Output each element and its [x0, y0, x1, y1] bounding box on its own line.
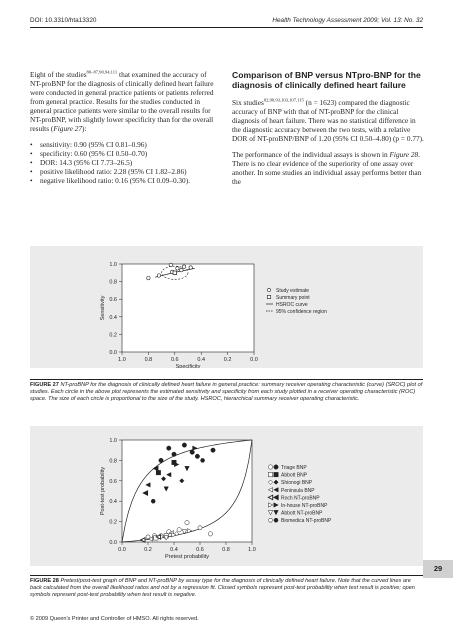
legend-closed-icon — [274, 518, 278, 522]
y-tick-label: 1.0 — [109, 438, 117, 444]
y-tick-label: 0.4 — [109, 499, 117, 506]
study-estimate-point — [147, 276, 150, 279]
figure-27-label: FIGURE 27 — [30, 382, 59, 388]
data-point-closed — [172, 452, 176, 456]
legend-closed-icon — [274, 465, 278, 469]
data-point-closed — [211, 448, 215, 452]
journal-text: Health Technology Assessment 2009; Vol. 13: No. 32 — [272, 17, 423, 24]
data-point-closed — [182, 443, 186, 447]
x-tick-label: 0.8 — [222, 547, 230, 553]
y-tick-label: 0.6 — [109, 297, 117, 304]
x-tick-label: 0.4 — [197, 357, 206, 363]
list-item: • positive likelihood ratio: 2.28 (95% CI 1.82–2.86) — [30, 167, 216, 176]
study-estimate-point — [176, 267, 179, 270]
legend-label: HSROC curve — [276, 302, 308, 308]
y-tick-label: 0.2 — [109, 332, 117, 339]
data-point-open — [198, 526, 202, 530]
y-axis-label: Post-test probability — [100, 466, 106, 516]
header-rule — [30, 27, 423, 28]
study-estimate-point — [157, 274, 160, 277]
results-list — [30, 140, 216, 185]
copyright-footer: © 2009 Queen's Printer and Controller of HMSO. All rights reserved. — [30, 616, 199, 622]
legend-label: 95% confidence region — [276, 309, 327, 315]
figure-28-chart — [30, 426, 423, 566]
data-point-closed — [200, 458, 204, 462]
figure-28-label: FIGURE 28 — [30, 578, 59, 584]
plot-area — [122, 440, 252, 542]
x-tick-label: 0.0 — [118, 547, 126, 553]
y-tick-label: 0.2 — [109, 519, 117, 526]
figure-28-panel — [30, 426, 423, 566]
list-item: • sensitivity: 0.90 (95% CI 0.81–0.96) — [30, 140, 216, 149]
data-point-closed — [159, 458, 163, 462]
x-tick-label: 0.4 — [170, 547, 178, 553]
study-estimate-point — [180, 268, 183, 271]
plot-area — [122, 264, 254, 352]
y-tick-label: 0.8 — [109, 458, 117, 465]
legend-closed-icon — [274, 503, 278, 507]
section-title: Comparison of BNP versus NTpro-BNP for the diagnosis of clinically defined heart failure — [232, 70, 421, 90]
data-point-closed — [190, 450, 194, 454]
list-item: • DOR: 14.3 (95% CI 7.73–26.5) — [30, 158, 216, 167]
right-column — [232, 70, 424, 193]
legend-open-icon — [268, 488, 272, 492]
legend-open-icon — [268, 503, 272, 507]
x-tick-label: 0.6 — [170, 357, 179, 363]
running-header — [0, 0, 453, 40]
legend-closed-icon — [274, 488, 278, 492]
x-tick-label: 0.2 — [144, 547, 152, 553]
left-column — [30, 70, 216, 185]
figure-27-rule — [30, 379, 423, 380]
list-item: • negative likelihood ratio: 0.16 (95% CI 0.09–0.30). — [30, 176, 216, 185]
legend-closed-icon — [274, 472, 278, 476]
legend-open-icon — [268, 480, 272, 484]
comparison-paragraph: Six studies$^{82,90,93,103,107,115}$ (n = 1623) compared the diagnostic accuracy of BNP with that of NT-proBNP for the clinical diagnosis of heart failure. There was no statistical difference in the diagnostic accuracy between the two tests, with a relative DOR of NT-proBNP/BNP of 1.20 (95% CI 0.50–4.80) (p = 0.77). — [232, 97, 424, 143]
study-estimate-point — [189, 266, 192, 269]
x-tick-label: 1.0 — [118, 357, 126, 363]
figure-28-ref[interactable]: Figure 28 — [389, 150, 419, 159]
study-estimate-point — [169, 263, 172, 266]
data-point-open — [208, 532, 212, 536]
figure-27-panel — [30, 246, 423, 368]
legend-label: Peninsula BNP — [281, 487, 315, 494]
y-tick-label: 0.0 — [109, 350, 117, 356]
x-tick-label: 0.8 — [144, 357, 153, 363]
legend-open-icon — [268, 495, 272, 499]
x-tick-label: 0.6 — [196, 547, 204, 553]
figure-27-ref[interactable]: Figure 27 — [53, 124, 83, 133]
legend-closed-icon — [274, 510, 278, 514]
intro-paragraph: Eight of the studies$^{80-87,90,94,111}$ that examined the accuracy of NT-proBNP for the diagnosis of clinically defined heart failure were conducted in general practice patients or patients referred from general practice. Results for the studies conducted in general practice patients were similar to the overall results for NT-proBNP, with slightly lower specificity than for the overall results (Figure 27): — [30, 69, 214, 133]
page-number: 29 — [423, 560, 453, 578]
x-axis-label: Pretest probability — [164, 554, 210, 560]
legend-closed-icon — [274, 480, 278, 484]
legend-label: Abbott NT-proBNP — [281, 510, 323, 517]
legend-label: Biomedica NT-proBNP — [281, 518, 332, 525]
x-tick-label: 0.0 — [250, 357, 258, 363]
performance-paragraph: The performance of the individual assays is shown in Figure 28. There is no clear evidence of the superiority of one assay over another. In some studies an individual assay performs better than the — [232, 150, 422, 186]
data-point-closed — [195, 454, 199, 458]
y-axis-label: Sensitivity — [100, 295, 106, 321]
legend-open-icon — [268, 518, 272, 522]
legend-open-icon — [268, 472, 272, 476]
legend-label: Study estimate — [276, 288, 310, 294]
y-tick-label: 0.8 — [109, 279, 117, 286]
legend-label: Triage BNP — [281, 465, 307, 471]
data-point-closed — [151, 499, 155, 503]
legend-open-icon — [268, 465, 272, 469]
data-point-closed — [167, 446, 171, 450]
y-tick-label: 1.0 — [109, 262, 117, 268]
list-item: • specificity: 0.60 (95% CI 0.50–0.70) — [30, 149, 216, 158]
figure-28-caption: FIGURE 28 Pretest/post-test graph of BNP and NT-proBNP by assay type for the diagnosis of clinically defined heart failure. Note that the curved lines are back calculated from the overall likelihood ratios and not by a regression fit. Closed symbols represent post-test probability when test result is positive; open symbols represent post-test probability when test result is negative. — [30, 578, 415, 598]
legend-label: In-house NT-proBNP — [281, 503, 328, 509]
doi-text: DOI: 10.3310/hta13320 — [30, 17, 97, 24]
figure-28-rule — [30, 575, 423, 576]
figure-27-chart — [30, 246, 423, 368]
legend-label: Shionogi BNP — [281, 480, 313, 487]
x-tick-label: 0.2 — [223, 357, 232, 363]
legend-study-icon — [267, 288, 270, 291]
y-tick-label: 0.4 — [109, 314, 117, 321]
summary-point — [173, 271, 177, 275]
legend-label: Abbott BNP — [281, 472, 308, 479]
legend-label: Summary point — [276, 295, 310, 301]
legend-label: Roch NT-proBNP — [281, 495, 320, 502]
figure-27-caption: FIGURE 27 NT-proBNP for the diagnosis of clinically defined heart failure in general practice: summary receiver operating characteristic (curve) (SROC) plot of studies. Each circle in the above plot represents the estimated sensitivity and specificity from each study plotted in a receiver operating characteristic (ROC) space. The size of each circle is proportional to the size of the study. HSROC, hierarchical summary receiver operating characteristic. — [30, 382, 423, 402]
data-point-open — [177, 528, 181, 532]
data-point-open — [185, 520, 189, 524]
y-tick-label: 0.0 — [109, 540, 117, 546]
citation-refs: 80–87,90,94,111 — [86, 69, 118, 75]
study-estimate-point — [182, 265, 185, 268]
legend-summary-icon — [267, 295, 270, 298]
citation-refs: 82,90,93,103,107,115 — [263, 97, 304, 103]
x-tick-label: 1.0 — [248, 547, 256, 553]
data-point-open — [146, 535, 150, 539]
x-axis-label: Specificity — [175, 364, 201, 368]
y-tick-label: 0.6 — [109, 478, 117, 485]
legend-closed-icon — [274, 495, 278, 499]
legend-open-icon — [268, 510, 272, 514]
